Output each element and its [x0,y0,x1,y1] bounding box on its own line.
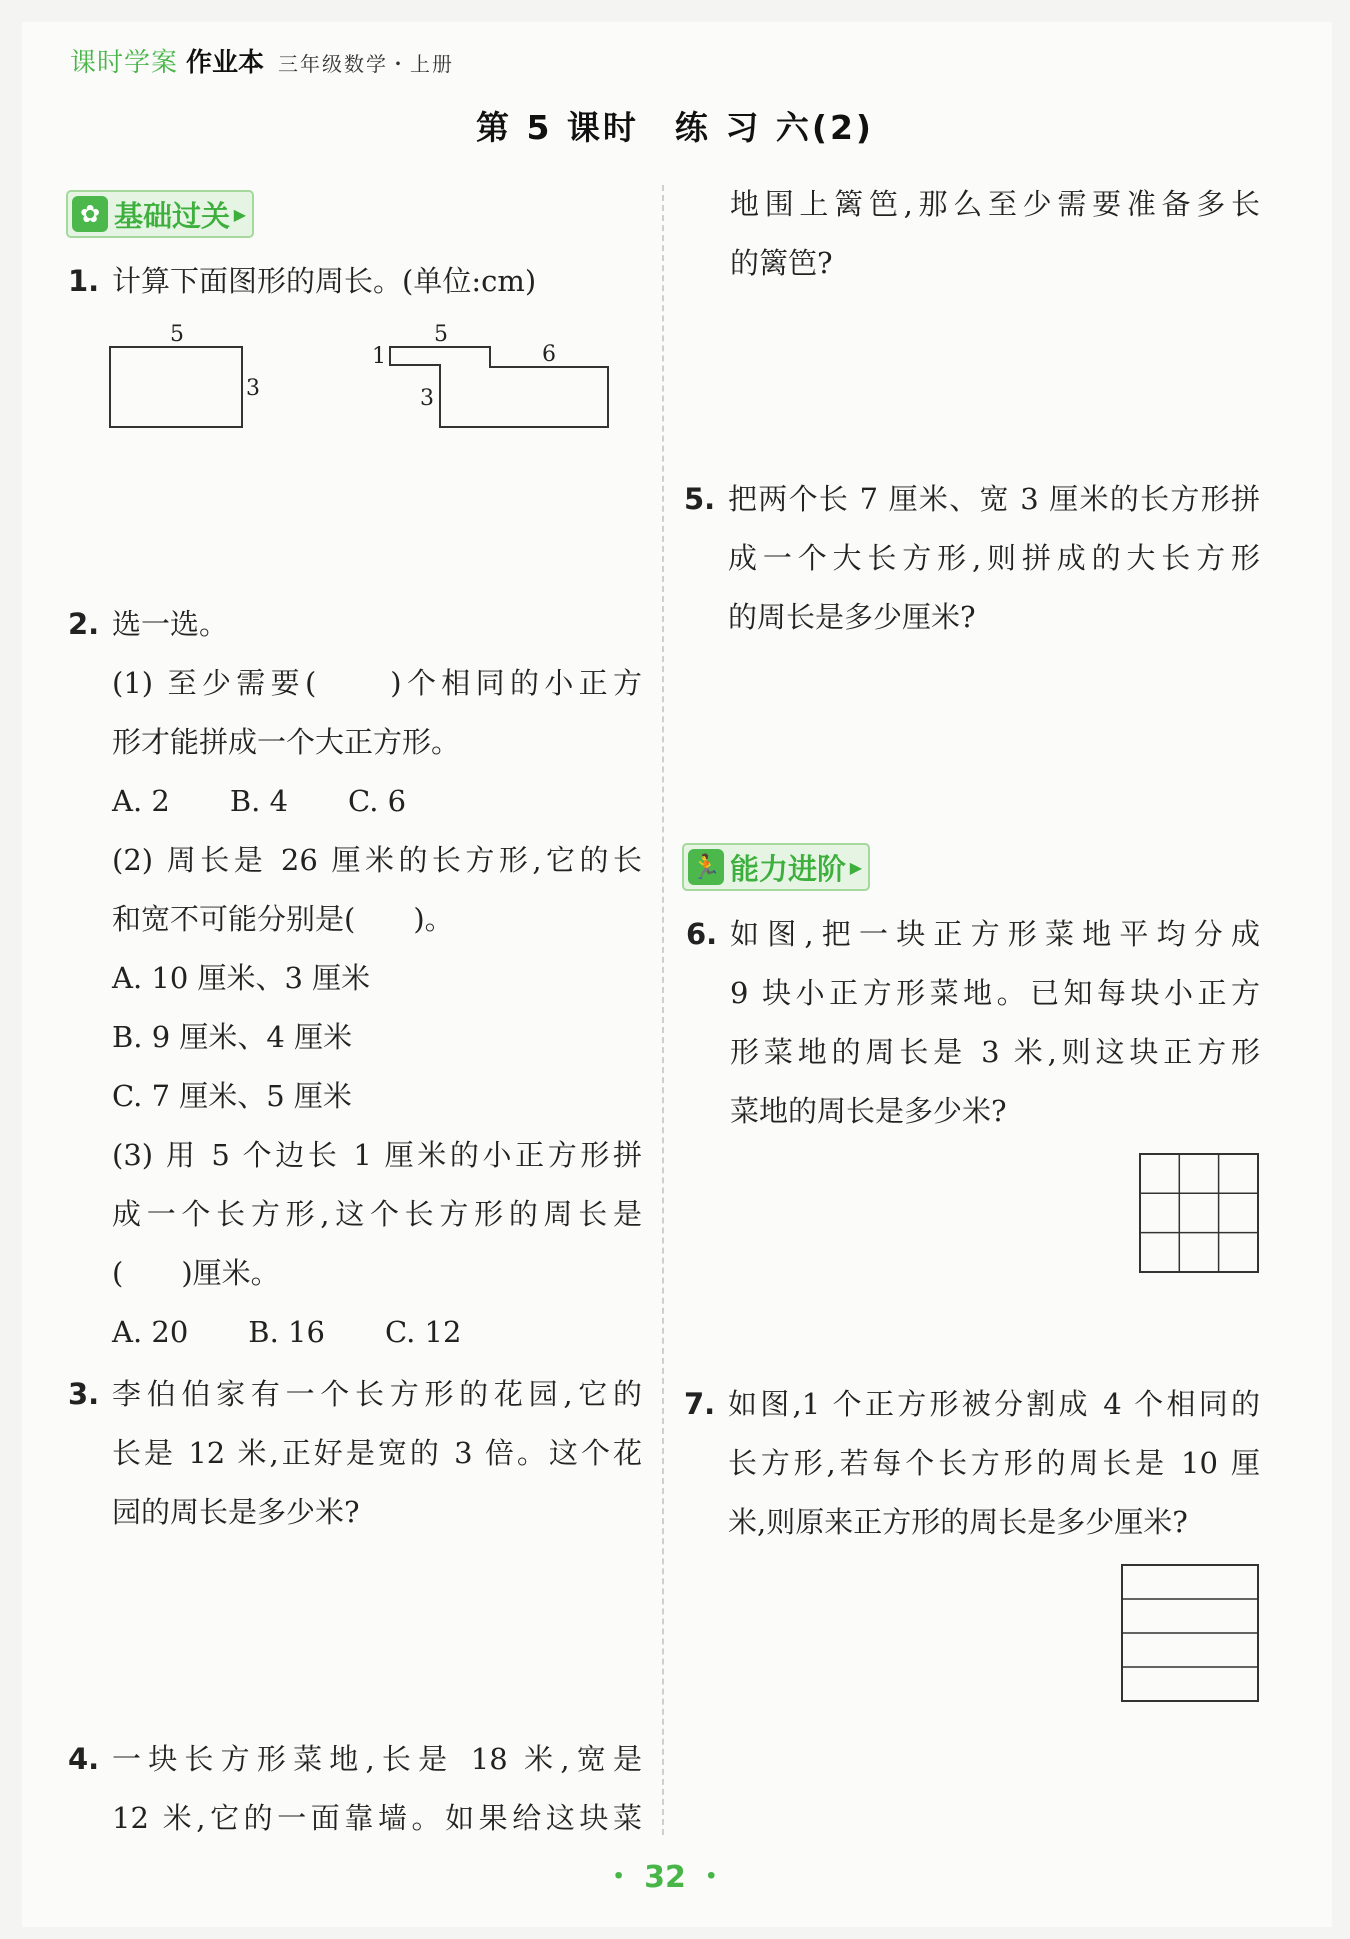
option-c: C. 6 [348,784,407,818]
question-number: 1. [68,264,100,298]
fig1-side-label: 3 [246,376,260,401]
question-line: 菜地的周长是多少米? [730,1094,1007,1128]
question-6 [686,905,1260,1141]
section-basic [66,190,254,238]
sub-question-3-line: (3) 用 5 个边长 1 厘米的小正方形拼 [112,1138,642,1172]
question-number: 7. [684,1387,716,1421]
series-name: 课时学案 [70,48,179,78]
section-advanced-label: 能力进阶 [730,851,847,886]
question-text: 计算下面图形的周长。(单位:cm) [112,264,537,298]
sub-question-2-line: (2) 周长是 26 厘米的长方形,它的长 [112,843,642,877]
question-line: 李伯伯家有一个长方形的花园,它的 [112,1377,642,1411]
question-number: 4. [68,1742,100,1776]
option-b: B. 9 厘米、4 厘米 [112,1020,353,1054]
option-a: A. 10 厘米、3 厘米 [112,961,371,995]
column-divider [662,185,664,1835]
option-b: B. 16 [248,1315,325,1349]
question-5 [684,470,1260,647]
question-line: 如图,把一块正方形菜地平均分成 [730,917,1260,951]
option-c: C. 12 [384,1315,462,1349]
section-basic-label: 基础过关 [114,198,231,233]
page-header [70,42,454,79]
question-text: 选一选。 [112,607,229,641]
section-advanced [682,843,870,891]
question-number: 2. [68,607,100,641]
option-a: A. 20 [112,1315,189,1349]
q1-figures [100,315,620,435]
option-a: A. 2 [112,784,170,818]
question-number: 3. [68,1377,100,1411]
question-line: 长方形,若每个长方形的周长是 10 厘 [728,1446,1260,1480]
question-number: 5. [684,482,716,516]
fig2-left-label: 1 [372,344,386,369]
question-line: 12 米,它的一面靠墙。如果给这块菜 [112,1801,642,1835]
sub-question-3-options [112,1303,642,1362]
question-4-continued [730,175,1260,293]
question-line: 如图,1 个正方形被分割成 4 个相同的 [728,1387,1260,1421]
rectangle-figure [110,347,242,427]
question-7 [684,1375,1260,1552]
page-number: ・ 32 ・ [603,1860,727,1895]
option-c: C. 7 厘米、5 厘米 [112,1079,352,1113]
question-line: 的篱笆? [730,246,833,280]
sub-question-3-line: 成一个长方形,这个长方形的周长是 [112,1197,642,1231]
fig2-lower-label: 3 [420,386,434,411]
question-line: 成一个大长方形,则拼成的大长方形 [728,541,1260,575]
question-line: 长是 12 米,正好是宽的 3 倍。这个花 [112,1436,642,1470]
fig2-top-label: 5 [434,322,448,347]
question-4 [68,1730,642,1848]
q6-grid-figure [1138,1152,1262,1276]
question-2 [68,595,642,1362]
sub-question-1-options [112,772,642,831]
question-line: 把两个长 7 厘米、宽 3 厘米的长方形拼 [728,482,1260,516]
option-b: B. 4 [229,784,289,818]
question-3 [68,1365,642,1542]
q7-split-square-figure [1120,1563,1262,1705]
sub-question-2-line: 和宽不可能分别是( )。 [112,902,454,936]
question-line: 地围上篱笆,那么至少需要准备多长 [730,187,1260,221]
fig1-top-label: 5 [170,322,184,347]
arrow-right-icon: ▶ [849,857,863,877]
grade-label: 三年级数学・上册 [278,52,455,76]
gear-icon: ✿ [72,196,108,232]
sub-question-1-line: 形才能拼成一个大正方形。 [112,725,461,759]
question-line: 9 块小正方形菜地。已知每块小正方 [730,976,1260,1010]
sub-question-3-line: ( )厘米。 [112,1256,280,1290]
runner-icon: 🏃 [688,849,724,885]
question-line: 形菜地的周长是 3 米,则这块正方形 [730,1035,1260,1069]
question-number: 6. [686,917,718,951]
question-line: 米,则原来正方形的周长是多少厘米? [728,1505,1188,1539]
sub-question-1-line: (1) 至少需要( )个相同的小正方 [112,666,642,700]
book-name: 作业本 [186,48,265,78]
arrow-right-icon: ▶ [233,204,247,224]
fig2-right-label: 6 [542,342,556,367]
question-line: 的周长是多少厘米? [728,600,976,634]
question-line: 一块长方形菜地,长是 18 米,宽是 [112,1742,642,1776]
page-title: 第 5 课时 练 习 六(2) [475,108,875,147]
question-1 [68,252,642,311]
question-line: 园的周长是多少米? [112,1495,360,1529]
